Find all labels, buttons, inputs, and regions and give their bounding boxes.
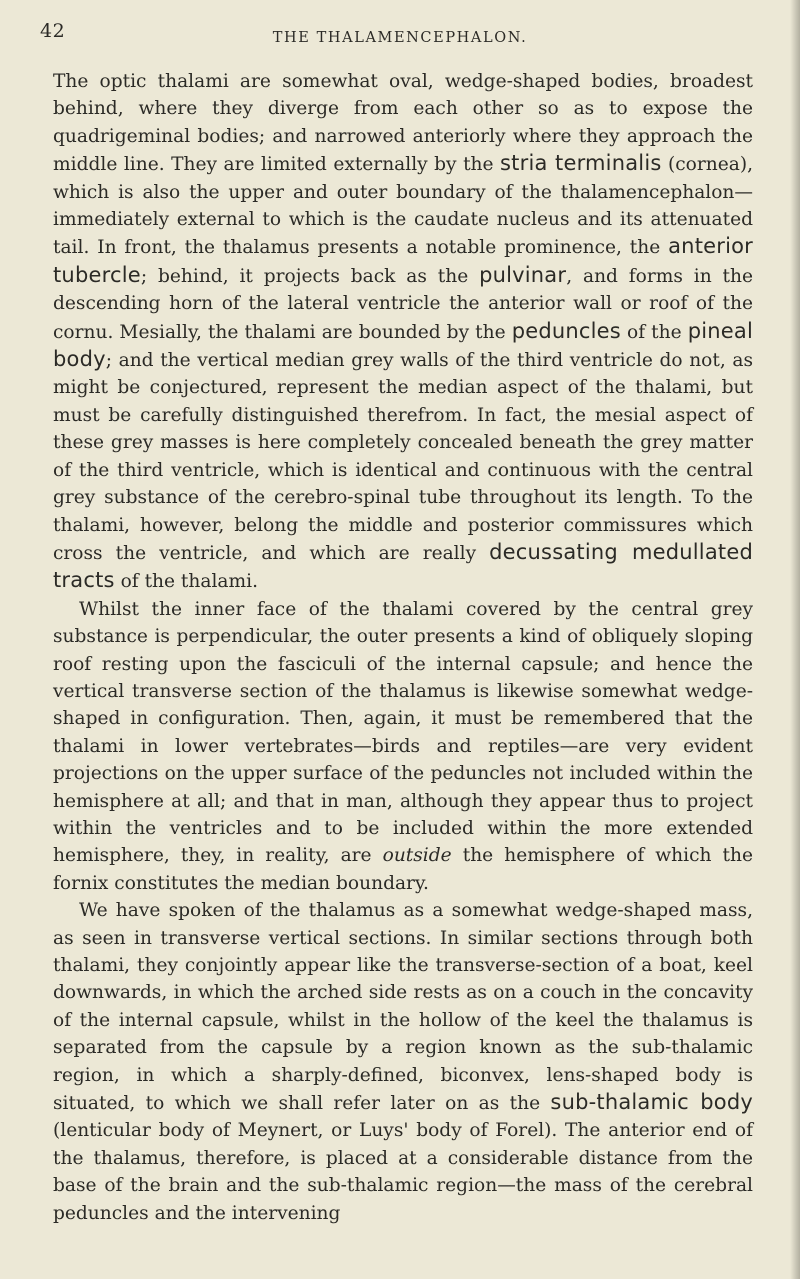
page-number: 42 <box>40 20 66 42</box>
emphasis-text: outside <box>382 845 452 867</box>
text-run: of the <box>620 321 688 343</box>
paragraph <box>53 68 753 596</box>
anatomical-term: anterior tubercle <box>53 234 753 287</box>
text-run: The optic thalami are somewhat oval, wedge-shaped bodies, broadest behind, where they diverge from each other so as to expose the quadrigeminal bodies; and narrowed anteriorly where they approach the middle line. They are limited externally by the <box>53 71 753 176</box>
text-run: of the thalami. <box>114 571 258 593</box>
body-text <box>53 68 753 1227</box>
text-run: We have spoken of the thalamus as a somewhat wedge-shaped mass, as seen in transverse vertical sections. In similar sections through both thalami, they conjointly appear like the transverse-section of a boat, keel downwards, in which the arched side rests as on a couch in the concavity of the internal capsule, whilst in the hollow of the keel the thalamus is separated from the capsule by a region known as the sub-thalamic region, in which a sharply-defined, biconvex, lens-shaped body is situated, to which we shall refer later on as the <box>53 900 753 1115</box>
paragraph <box>53 897 753 1227</box>
text-run: (lenticular body of Meynert, or Luys' body of Forel). The anterior end of the thalamus, therefore, is placed at a considerable distance from the base of the brain and the sub-thalamic region—the mass of the cerebral peduncles and the intervening <box>53 1120 753 1224</box>
anatomical-term: pulvinar <box>479 262 567 287</box>
page-edge-shadow <box>790 0 800 1279</box>
text-run: ; and the vertical median grey walls of the third ventricle do not, as might be conjectured, represent the median aspect of the thalami, but must be carefully distinguished therefrom. In fact, the mesial aspect of these grey masses is here completely concealed beneath the grey matter of the third ventricle, which is identical and continuous with the central grey substance of the cerebro-spinal tube throughout its length. To the thalami, however, belong the middle and posterior commissures which cross the ventricle, and which are really <box>53 350 753 564</box>
text-run: (cornea), which is also the upper and outer boundary of the thalamencephalon—immediately external to which is the caudate nucleus and its attenuated tail. In front, the thalamus presents a notable prominence, the <box>53 154 753 259</box>
anatomical-term: decussating medullated tracts <box>53 539 753 593</box>
text-run: , and forms in the descending horn of the lateral ventricle the anterior wall or roof of the cornu. Mesially, the thalami are bounded by the <box>53 265 754 343</box>
anatomical-term: peduncles <box>511 318 621 343</box>
text-run: the hemisphere of which the fornix constitutes the median boundary. <box>53 845 753 894</box>
text-run: Whilst the inner face of the thalami covered by the central grey substance is perpendicular, the outer presents a kind of obliquely sloping roof resting upon the fasciculi of the internal capsule; and hence the vertical transverse section of the thalamus is likewise somewhat wedge-shaped in configuration. Then, again, it must be remembered that the thalami in lower vertebrates—birds and reptiles—are very evident projections on the upper surface of the peduncles not included within the hemisphere at all; and that in man, although they appear thus to project within the ventricles and to be included within the more extended hemisphere, they, in reality, are <box>53 598 753 867</box>
anatomical-term: sub-thalamic body <box>550 1090 753 1115</box>
running-head: THE THALAMENCEPHALON. <box>272 30 528 46</box>
paragraph <box>53 596 753 897</box>
text-run: ; behind, it projects back as the <box>140 265 480 287</box>
anatomical-term: pineal body <box>53 318 753 372</box>
anatomical-term: stria terminalis <box>500 151 662 176</box>
